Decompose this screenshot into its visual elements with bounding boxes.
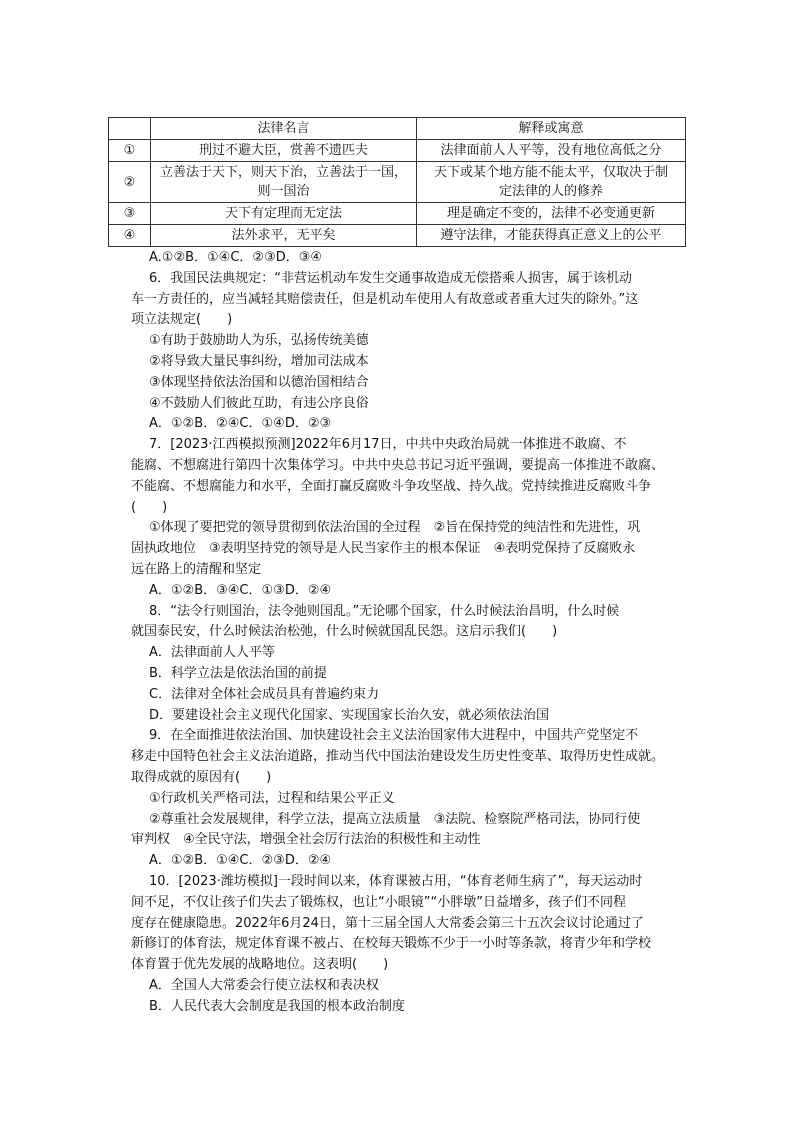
- question-text-line: 间不足，不仅让孩子们失去了锻炼权，也让“小眼镜”“小胖墩”日益增多，孩子们不同程: [131, 894, 626, 910]
- table-row: [109, 203, 686, 225]
- meaning-cell: [417, 162, 686, 203]
- question-text-line: 车一方责任的，应当减轻其赔偿责任，但是机动车使用人有故意或者重大过失的除外。”这: [131, 291, 639, 307]
- question-text-line: ②将导致大量民事纠纷，增加司法成本: [149, 353, 369, 369]
- question-text-block: [131, 248, 691, 1017]
- meaning-text: 定法律的人的修养: [498, 184, 603, 199]
- question-text-line: 取得成就的原因有( ): [131, 769, 272, 785]
- question-text-line: ②尊重社会发展规律，科学立法，提高立法质量 ③法院、检察院严格司法，协同行使: [149, 811, 641, 827]
- question-text-line: 移走中国特色社会主义法治道路，推动当代中国法治建设发生历史性变革、取得历史性成就。: [131, 749, 665, 765]
- meaning-cell: [417, 225, 686, 247]
- question-text-line: 新修订的体育法，规定体育课不被占、在校每天锻炼不少于一小时等条款，将青少年和学校: [131, 936, 652, 952]
- question-text-line: 项立法规定( ): [131, 312, 233, 328]
- question-text-line: 能腐、不想腐进行第四十次集体学习。中共中央总书记习近平强调，要提高一体推进不敢腐、: [131, 457, 665, 473]
- question-text-line: 10．[2023·潍坊模拟]一段时间以来，体育课被占用，“体育老师生病了”，每天运动时: [149, 873, 643, 889]
- maxim-cell: [151, 225, 417, 247]
- meaning-text: 理是确定不变的，法律不必变通更新: [446, 206, 655, 221]
- question-text-line: ①体现了要把党的领导贯彻到依法治国的全过程 ②旨在保持党的纯洁性和先进性，巩: [149, 520, 641, 536]
- answer-options-line: B．人民代表大会制度是我国的根本政治制度: [149, 998, 405, 1014]
- table-row: [109, 162, 686, 203]
- answer-options-line: A．法律面前人人平等: [149, 645, 275, 661]
- question-text-line: 8．“法令行则国治，法令弛则国乱。”无论哪个国家，什么时候法治昌明，什么时候: [149, 603, 620, 619]
- maxim-text: 立善法于天下，则天下治，立善法于一国，: [159, 165, 407, 180]
- question-text-line: 9．在全面推进依法治国、加快建设社会主义法治国家伟大进程中，中国共产党坚定不: [149, 728, 639, 744]
- question-text-line: 远在路上的清醒和坚定: [131, 561, 262, 577]
- question-text-line: ( ): [131, 499, 168, 515]
- maxim-cell: [151, 140, 417, 162]
- maxim-text: 刑过不避大臣，赏善不遗匹夫: [198, 143, 368, 158]
- maxim-cell: [151, 162, 417, 203]
- row-number: ①: [109, 140, 151, 162]
- maxim-cell: [151, 203, 417, 225]
- answer-options-line: A.①②B．①④C．②③D．③④: [149, 250, 323, 265]
- meaning-cell: [417, 203, 686, 225]
- answer-options-line: A．①②B．①④C．②③D．②④: [149, 853, 332, 869]
- header-cell: 解释或寓意: [417, 118, 686, 140]
- question-text-line: 不能腐、不想腐能力和水平，全面打赢反腐败斗争攻坚战、持久战。党持续推进反腐败斗争: [131, 478, 652, 494]
- header-cell: 法律名言: [151, 118, 417, 140]
- question-text-line: 就国泰民安，什么时候法治松弛，什么时候就国乱民怨。这启示我们( ): [131, 624, 558, 640]
- answer-options-line: A．①②B．②④C．①④D．②③: [149, 416, 332, 432]
- question-text-line: 7．[2023·江西模拟预测]2022年6月17日，中共中央政治局就一体推进不敢腐、不: [149, 437, 627, 453]
- maxim-text: 天下有定理而无定法: [224, 206, 342, 221]
- meaning-cell: [417, 140, 686, 162]
- row-number: ②: [109, 162, 151, 203]
- question-text-line: 度存在健康隐患。2022年6月24日，第十三届全国人大常委会第三十五次会议讨论通过了: [131, 915, 644, 931]
- answer-options-line: A．①②B．③④C．①③D．②④: [149, 582, 332, 598]
- question-text-line: ④不鼓励人们彼此互助，有违公序良俗: [149, 395, 369, 411]
- answer-options-line: A．全国人大常委会行使立法权和表决权: [149, 977, 379, 993]
- meaning-text: 天下或某个地方能不能太平，仅取决于制: [433, 165, 668, 180]
- header-cell: [109, 118, 151, 140]
- answer-options-line: B．科学立法是依法治国的前提: [149, 665, 327, 681]
- question-text-line: 6．我国民法典规定：“非营运机动车发生交通事故造成无偿搭乘人损害，属于该机动: [149, 270, 633, 286]
- question-text-line: 固执政地位 ③表明坚持党的领导是人民当家作主的根本保证 ④表明党保持了反腐败永: [131, 541, 636, 557]
- question-text-line: 体育置于优先发展的战略地位。这表明( ): [131, 957, 389, 973]
- question-text-line: 审判权 ④全民守法，增强全社会厉行法治的积极性和主动性: [131, 832, 481, 848]
- meaning-text: 遵守法律，才能获得真正意义上的公平: [440, 228, 662, 243]
- question-text-line: ③体现坚持依法治国和以德治国相结合: [149, 374, 369, 390]
- meaning-text: 法律面前人人平等，没有地位高低之分: [440, 143, 662, 158]
- maxim-text: 则一国治: [257, 184, 310, 199]
- row-number: ④: [109, 225, 151, 247]
- answer-options-line: C．法律对全体社会成员具有普遍约束力: [149, 686, 380, 702]
- maxim-text: 法外求平，无平矣: [231, 228, 336, 243]
- question-text-line: ①有助于鼓励助人为乐，弘扬传统美德: [149, 333, 369, 349]
- law-maxims-table: [108, 117, 686, 247]
- table-row: [109, 225, 686, 247]
- row-number: ③: [109, 203, 151, 225]
- question-text-line: ①行政机关严格司法，过程和结果公平正义: [149, 790, 395, 806]
- table-header-row: [109, 118, 686, 140]
- table-row: [109, 140, 686, 162]
- answer-options-line: D．要建设社会主义现代化国家、实现国家长治久安，就必须依法治国: [149, 707, 550, 723]
